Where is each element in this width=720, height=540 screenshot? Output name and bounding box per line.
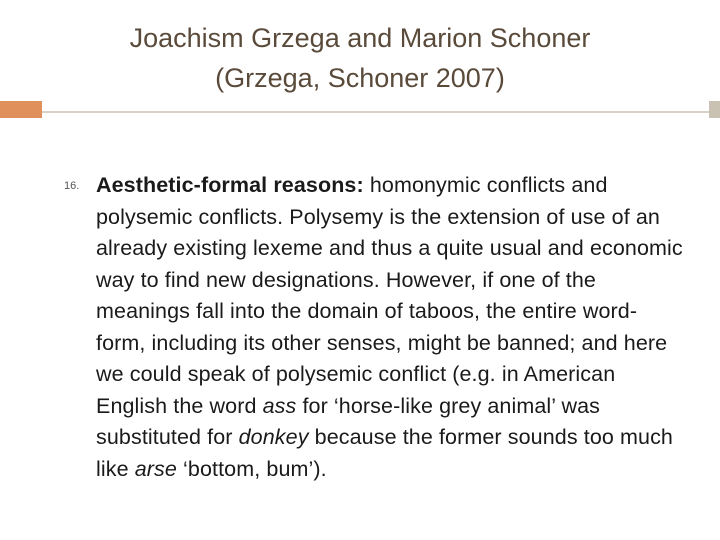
- term-ass: ass: [262, 393, 297, 418]
- item-text-4: ‘bottom, bum’).: [176, 456, 327, 481]
- item-text-3: because the former sounds too much like: [96, 425, 673, 481]
- item-text-2: for ‘horse-like grey animal’ was substituted for: [96, 393, 600, 449]
- item-heading: Aesthetic-formal reasons:: [96, 173, 364, 197]
- accent-bar-right: [709, 101, 720, 118]
- list-item-text: [96, 170, 686, 485]
- slide-title: [40, 18, 680, 98]
- item-text-1: homonymic conflicts and polysemic conflicts. Polysemy is the extension of use of an already existing lexeme and thus a quite usual and economic way to find new designations. However, if one of the meanings fall into the domain of taboos, the entire word-form, including its other senses, might be banned; and here we could speak of polysemic conflict (e.g. in American English the word: [96, 173, 683, 418]
- title-divider: [42, 111, 720, 113]
- list-item-number: 16.: [64, 180, 80, 192]
- title-line-1: Joachism Grzega and Marion Schoner: [129, 23, 591, 53]
- title-line-2: (Grzega, Schoner 2007): [215, 63, 505, 93]
- accent-bar-left: [0, 101, 42, 118]
- term-arse: arse: [134, 456, 177, 481]
- term-donkey: donkey: [238, 425, 309, 449]
